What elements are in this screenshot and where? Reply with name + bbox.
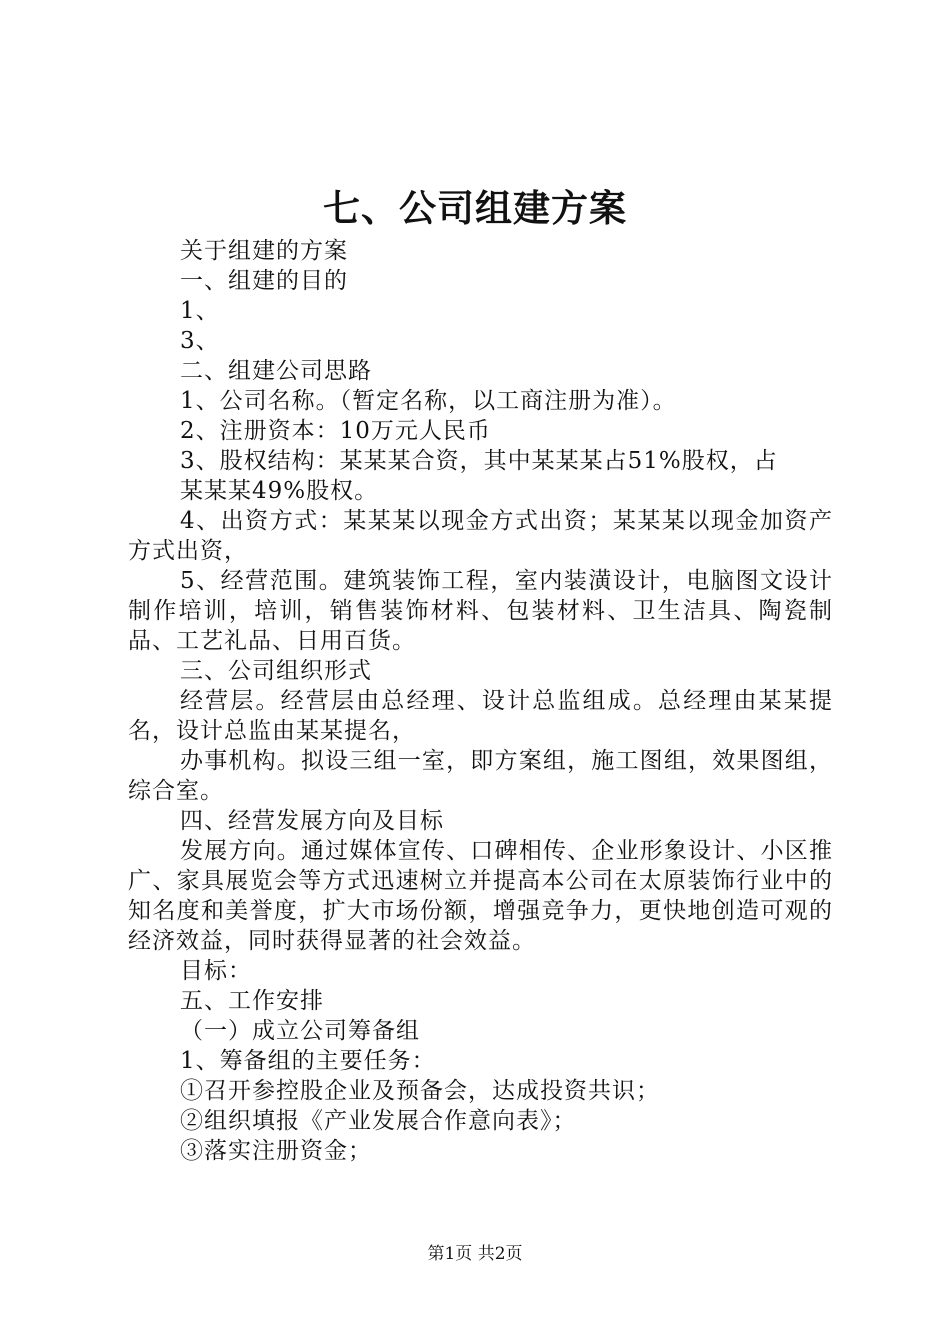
paragraph-2: 一、组建的目的 [180, 268, 348, 294]
paragraph-3: 1、 [180, 298, 220, 324]
paragraph-14: 办事机构。拟设三组一室，即方案组，施工图组，效果图组，综合室。 [128, 748, 833, 804]
page-title: 七、公司组建方案 [323, 186, 627, 230]
paragraph-6: 1、公司名称。（暂定名称，以工商注册为准）。 [180, 388, 677, 414]
paragraph-15: 四、经营发展方向及目标 [180, 808, 444, 834]
paragraph-16: 发展方向。通过媒体宣传、口碑相传、企业形象设计、小区推广、家具展览会等方式迅速树立并提高本公司在太原装饰行业中的知名度和美誉度，扩大市场份额，增强竞争力，更快地创造可观的经济效益，同时获得显著的社会效益。 [128, 838, 833, 954]
paragraph-23: ③落实注册资金； [180, 1138, 372, 1164]
paragraph-13: 经营层。经营层由总经理、设计总监组成。总经理由某某提名，设计总监由某某提名， [128, 688, 833, 744]
paragraph-5: 二、组建公司思路 [180, 358, 372, 384]
paragraph-9: 某某某49%股权。 [180, 478, 379, 504]
paragraph-8: 3、股权结构：某某某合资，其中某某某占51%股权，占 [180, 448, 778, 474]
paragraph-1: 关于组建的方案 [180, 238, 348, 264]
paragraph-11: 5、经营范围。建筑装饰工程，室内装潢设计，电脑图文设计制作培训，培训，销售装饰材料、包装材料、卫生洁具、陶瓷制品、工艺礼品、日用百货。 [128, 568, 833, 654]
paragraph-7: 2、注册资本：10万元人民币 [180, 418, 491, 444]
paragraph-22: ②组织填报《产业发展合作意向表》； [180, 1108, 577, 1134]
paragraph-18: 五、工作安排 [180, 988, 324, 1014]
paragraph-21: ①召开参控股企业及预备会，达成投资共识； [180, 1078, 660, 1104]
paragraph-10: 4、出资方式：某某某以现金方式出资；某某某以现金加资产方式出资， [128, 508, 833, 564]
paragraph-4: 3、 [180, 328, 220, 354]
page-number: 第1页 共2页 [427, 1244, 523, 1264]
document-body [128, 236, 833, 1166]
paragraph-20: 1、筹备组的主要任务： [180, 1048, 436, 1074]
paragraph-19: （一）成立公司筹备组 [180, 1018, 420, 1044]
paragraph-12: 三、公司组织形式 [180, 658, 372, 684]
paragraph-17: 目标： [180, 958, 252, 984]
